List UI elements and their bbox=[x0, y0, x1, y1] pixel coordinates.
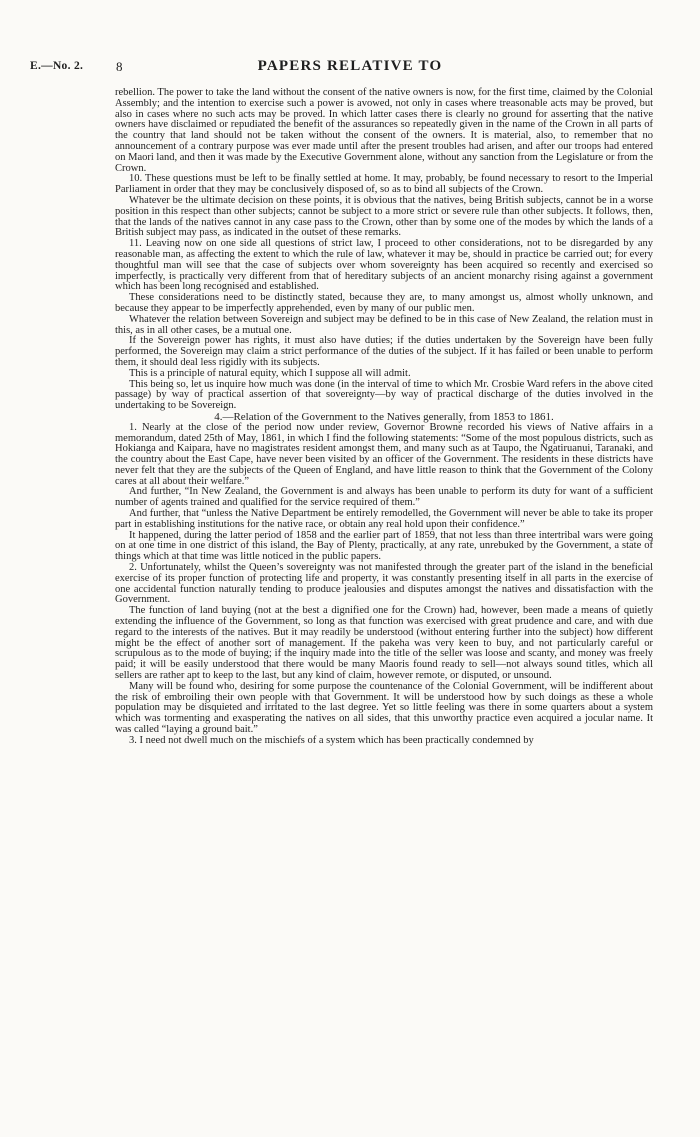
paragraph: And further, “In New Zealand, the Government is and always has been unable to perform its duty for want of a sufficient number of agents trained and qualified for the service required of them.” bbox=[115, 486, 653, 509]
paragraph: This being so, let us inquire how much was done (in the interval of time to which Mr. Crosbie Ward refers in the above cited passage) by way of practical assertion of that sovereignty—by way of practical discharge of the duties involved in the undertaking to be Sovereign. bbox=[115, 378, 653, 412]
paragraph: And further, that “unless the Native Department be entirely remodelled, the Government will never be able to take its proper part in establishing institutions for the native race, or obtain any real hold upon their confidence.” bbox=[115, 508, 653, 530]
paragraph: It happened, during the latter period of 1858 and the earlier part of 1859, that not less than three intertribal wars were going on at one time in one district of this island, the Bay of Plenty, practically, at any rate, unrebuked by the Government, a state of things which at that time was little noticed in the public papers. bbox=[115, 529, 653, 563]
page-header bbox=[30, 58, 670, 78]
paragraph: The function of land buying (not at the best a dignified one for the Crown) had, however, been made a means of quietly extending the influence of the Government, so long as that function was exercised with great prudence and care, and with due regard to the interests of the natives. But it may readily be understood (without entering further into the subject) how different might be the effect of another sort of management. If the pakeha was very keen to buy, and not particularly careful or scrupulous as to the mode of buying; if the inquiry made into the title of the seller was loose and scanty, and money was freely paid; it will be easily understood that there would be many Maoris found ready to sell—not always sound titles, which all sellers are rather apt to keep to the last, but any kind of claim, however remote, or disputed, or unsound. bbox=[115, 605, 653, 682]
document-reference: E.—No. 2. bbox=[30, 60, 84, 72]
paragraph: 2. Unfortunately, whilst the Queen’s sovereignty was not manifested through the greater part of the island in the beneficial exercise of its proper function of protecting life and property, it was constantly presenting itself in all parts in the exercise of one accidental function naturally tending to produce jealousies and disputes amongst the natives and dissatisfaction with the Government. bbox=[115, 562, 653, 606]
paragraph: Many will be found who, desiring for some purpose the countenance of the Colonial Government, will be indifferent about the risk of embroiling their own people with that Government. It will be understood how by such doings as these a whole population may be disquieted and irritated to the last degree. Yet so little feeling was there in some quarters about a system which was tormenting and exasperating the natives on all sides, that this unworthy practice even acquired a jocular name. It was called “laying a ground bait.” bbox=[115, 680, 653, 736]
paragraphs-before-heading bbox=[115, 88, 653, 412]
paragraph: These considerations need to be distinctly stated, because they are, to many amongst us, almost wholly unknown, and because they appear to be imperfectly apprehended, even by many of our public men. bbox=[115, 292, 653, 314]
paragraph: This is a principle of natural equity, which I suppose all will admit. bbox=[129, 367, 411, 379]
section-heading: 4.—Relation of the Government to the Natives generally, from 1853 to 1861. bbox=[214, 410, 554, 423]
paragraph: If the Sovereign power has rights, it must also have duties; if the duties undertaken by the Sovereign have been fully performed, the Sovereign may claim a strict performance of the duties of the subject. If it has failed or been unable to perform them, it should deal less rigidly with its subjects. bbox=[115, 335, 653, 368]
page-number: 8 bbox=[116, 59, 123, 74]
paragraph: 10. These questions must be left to be finally settled at home. It may, probably, be found necessary to resort to the Imperial Parliament in order that they may be conclusively disposed of, so as to bind all subjects of the Crown. bbox=[115, 173, 653, 196]
paragraph: Whatever be the ultimate decision on these points, it is obvious that the natives, being British subjects, cannot be in a worse position in this respect than other subjects; cannot be subject to a more strict or severe rule than other subjects. It follows, then, that the lands of the natives cannot in any case pass to the Crown, other than by some one of the modes by which the lands of a British subject may pass, as indicated in the outset of these remarks. bbox=[115, 194, 653, 239]
running-title: PAPERS RELATIVE TO bbox=[257, 58, 443, 74]
paragraph: 3. I need not dwell much on the mischiefs of a system which has been practically condemned by bbox=[129, 734, 534, 746]
paragraph: 1. Nearly at the close of the period now under review, Governor Browne recorded his views of Native affairs in a memorandum, dated 25th of May, 1861, in which I find the following statements: “Some of the most populous districts, such as Hokianga and Kaipara, have no magistrates resident amongst them, and many such as at Taupo, the Ngatiruanui, Taranaki, and the country about the East Cape, have never been visited by an officer of the Government. The residents in these districts have never felt that they are the subjects of the Queen of England, and have little reason to think that the Government of the Colony cares at all about their welfare.” bbox=[115, 421, 653, 487]
paragraph: rebellion. The power to take the land without the consent of the native owners is now, for the first time, claimed by the Colonial Assembly; and the intention to exercise such a power is avowed, not only in cases where treasonable acts may be proved, but also in cases where no such acts may be proved. In which latter cases there is clearly no ground for asserting that the native owners have disclaimed or repudiated the benefit of the assurances so repeatedly given in the name of the Crown in all parts of the country that land should not be taken without the consent of the owners. It is material, also, to remember that no announcement of a contrary purpose was ever made until after the present troubles had arisen, and after our troops had entered on Maori land, and then it was made by the Executive Government alone, without any sanction from the Legislature or from the Crown. bbox=[115, 87, 653, 174]
paragraphs-after-heading bbox=[115, 423, 653, 747]
paragraph: 11. Leaving now on one side all questions of strict law, I proceed to other considerations, not to be disregarded by any reasonable man, as affecting the extent to which the rule of law, whatever it may be, should in practice be carried out; for every thoughtful man will see that the case of subjects over whom sovereignty has been acquired so recently and exercised so imperfectly, is practically very different from that of hereditary subjects of an ancient monarchy rising against a government which has been long recognised and established. bbox=[115, 238, 653, 293]
document-body bbox=[115, 88, 653, 747]
paragraph: Whatever the relation between Sovereign and subject may be defined to be in this case of New Zealand, the relation must in this, as in all other cases, be a mutual one. bbox=[115, 313, 653, 336]
